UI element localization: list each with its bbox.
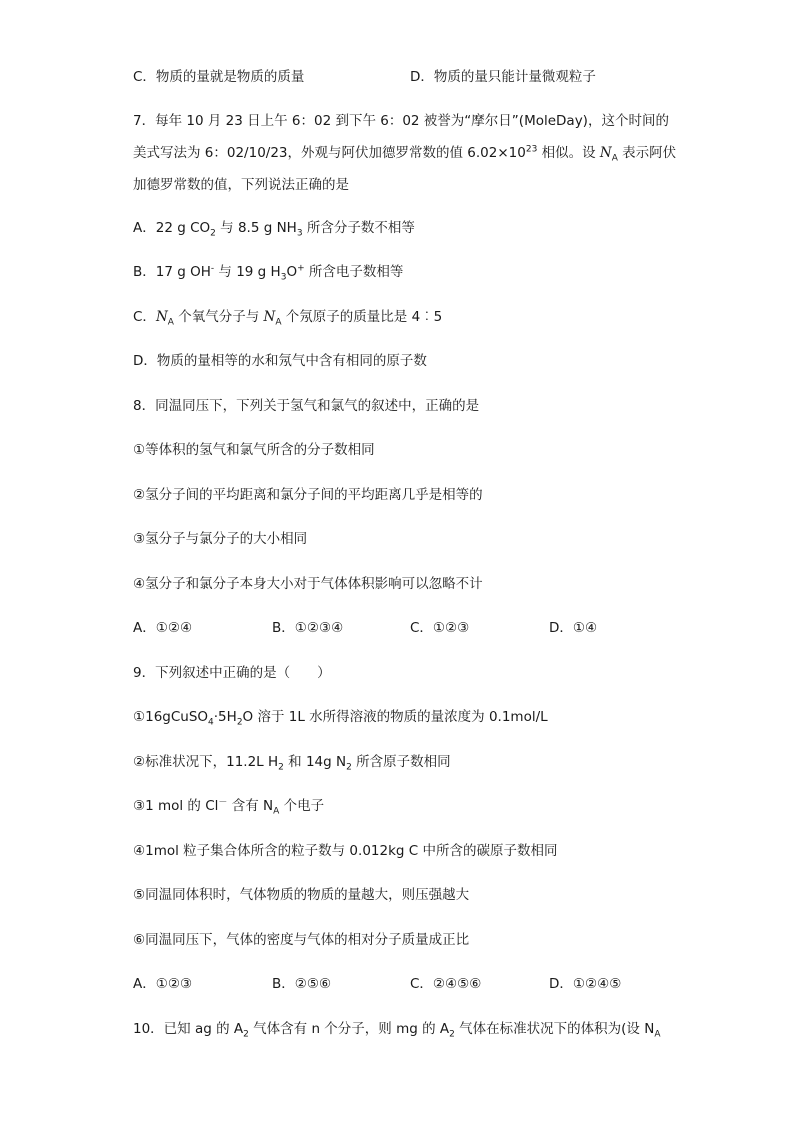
q7-option-d: D．物质的量相等的水和氖气中含有相同的原子数 bbox=[133, 353, 427, 369]
q8-item-2: ②氢分子间的平均距离和氯分子间的平均距离几乎是相等的 bbox=[133, 487, 483, 503]
q7-option-a: A．22 g $CO_2$ 与 8.5 g $NH_3$ 所含分子数不相等 bbox=[133, 220, 415, 239]
q9-item-4: ④1mol 粒子集合体所含的粒子数与 0.012kg C 中所含的碳原子数相同 bbox=[133, 843, 558, 859]
q9-option-a: A．①②③ bbox=[133, 976, 193, 992]
q7-option-c: C．$N_A$ 个氧气分子与 $N_A$ 个氖原子的质量比是 4︰5 bbox=[133, 309, 443, 328]
q6-option-c: C．物质的量就是物质的质量 bbox=[133, 69, 305, 85]
q9-item-5: ⑤同温同体积时，气体物质的物质的量越大，则压强越大 bbox=[133, 887, 470, 903]
q7-stem-line1: 7．每年 10 月 23 日上午 6：02 到下午 6：02 被誉为“摩尔日”(MoleDay)，这个时间的 bbox=[133, 113, 669, 129]
q8-option-a: A．①②④ bbox=[133, 620, 193, 636]
q7-option-b: B．17 g OH- 与 19 g $H_3O^+$ 所含电子数相等 bbox=[133, 263, 404, 283]
q8-stem: 8．同温同压下，下列关于氢气和氯气的叙述中，正确的是 bbox=[133, 398, 480, 414]
q9-item-1: $①16gCuSO_4\cdot 5H_2O$ 溶于 1L 水所得溶液的物质的量浓度为 0.1mol/L bbox=[133, 709, 548, 728]
q10-stem: 10．已知 ag 的 $A_2$ 气体含有 n 个分子，则 mg 的 $A_2$ 气体在标准状况下的体积为(设 $N_A$ bbox=[133, 1021, 661, 1040]
q8-item-1: ①等体积的氢气和氯气所含的分子数相同 bbox=[133, 442, 375, 458]
q9-item-3: ③1 mol 的 Cl－ 含有 $N_A$ 个电子 bbox=[133, 797, 325, 817]
q9-option-d: D．①②④⑤ bbox=[549, 976, 622, 992]
q8-option-d: D．①④ bbox=[549, 620, 598, 636]
q8-option-c: C．①②③ bbox=[410, 620, 470, 636]
q9-option-b: B．②⑤⑥ bbox=[272, 976, 332, 992]
q9-item-2: ②标准状况下，11.2L $H_2$ 和 14g $N_2$ 所含原子数相同 bbox=[133, 754, 451, 773]
q6-option-d: D．物质的量只能计量微观粒子 bbox=[410, 69, 596, 85]
q8-item-3: ③氢分子与氯分子的大小相同 bbox=[133, 531, 308, 547]
q9-item-6: ⑥同温同压下，气体的密度与气体的相对分子质量成正比 bbox=[133, 932, 470, 948]
q9-stem: 9．下列叙述中正确的是（ ） bbox=[133, 665, 331, 681]
q8-item-4: ④氢分子和氯分子本身大小对于气体体积影响可以忽略不计 bbox=[133, 576, 483, 592]
q7-stem-line3: 加德罗常数的值，下列说法正确的是 bbox=[133, 177, 349, 193]
q9-option-c: C．②④⑤⑥ bbox=[410, 976, 482, 992]
q8-option-b: B．①②③④ bbox=[272, 620, 344, 636]
q7-stem-line2: 美式写法为 6：02/10/23，外观与阿伏加德罗常数的值 $6.02\times 10^{23}$ 相似。设 $N_A$ 表示阿伏 bbox=[133, 144, 677, 164]
